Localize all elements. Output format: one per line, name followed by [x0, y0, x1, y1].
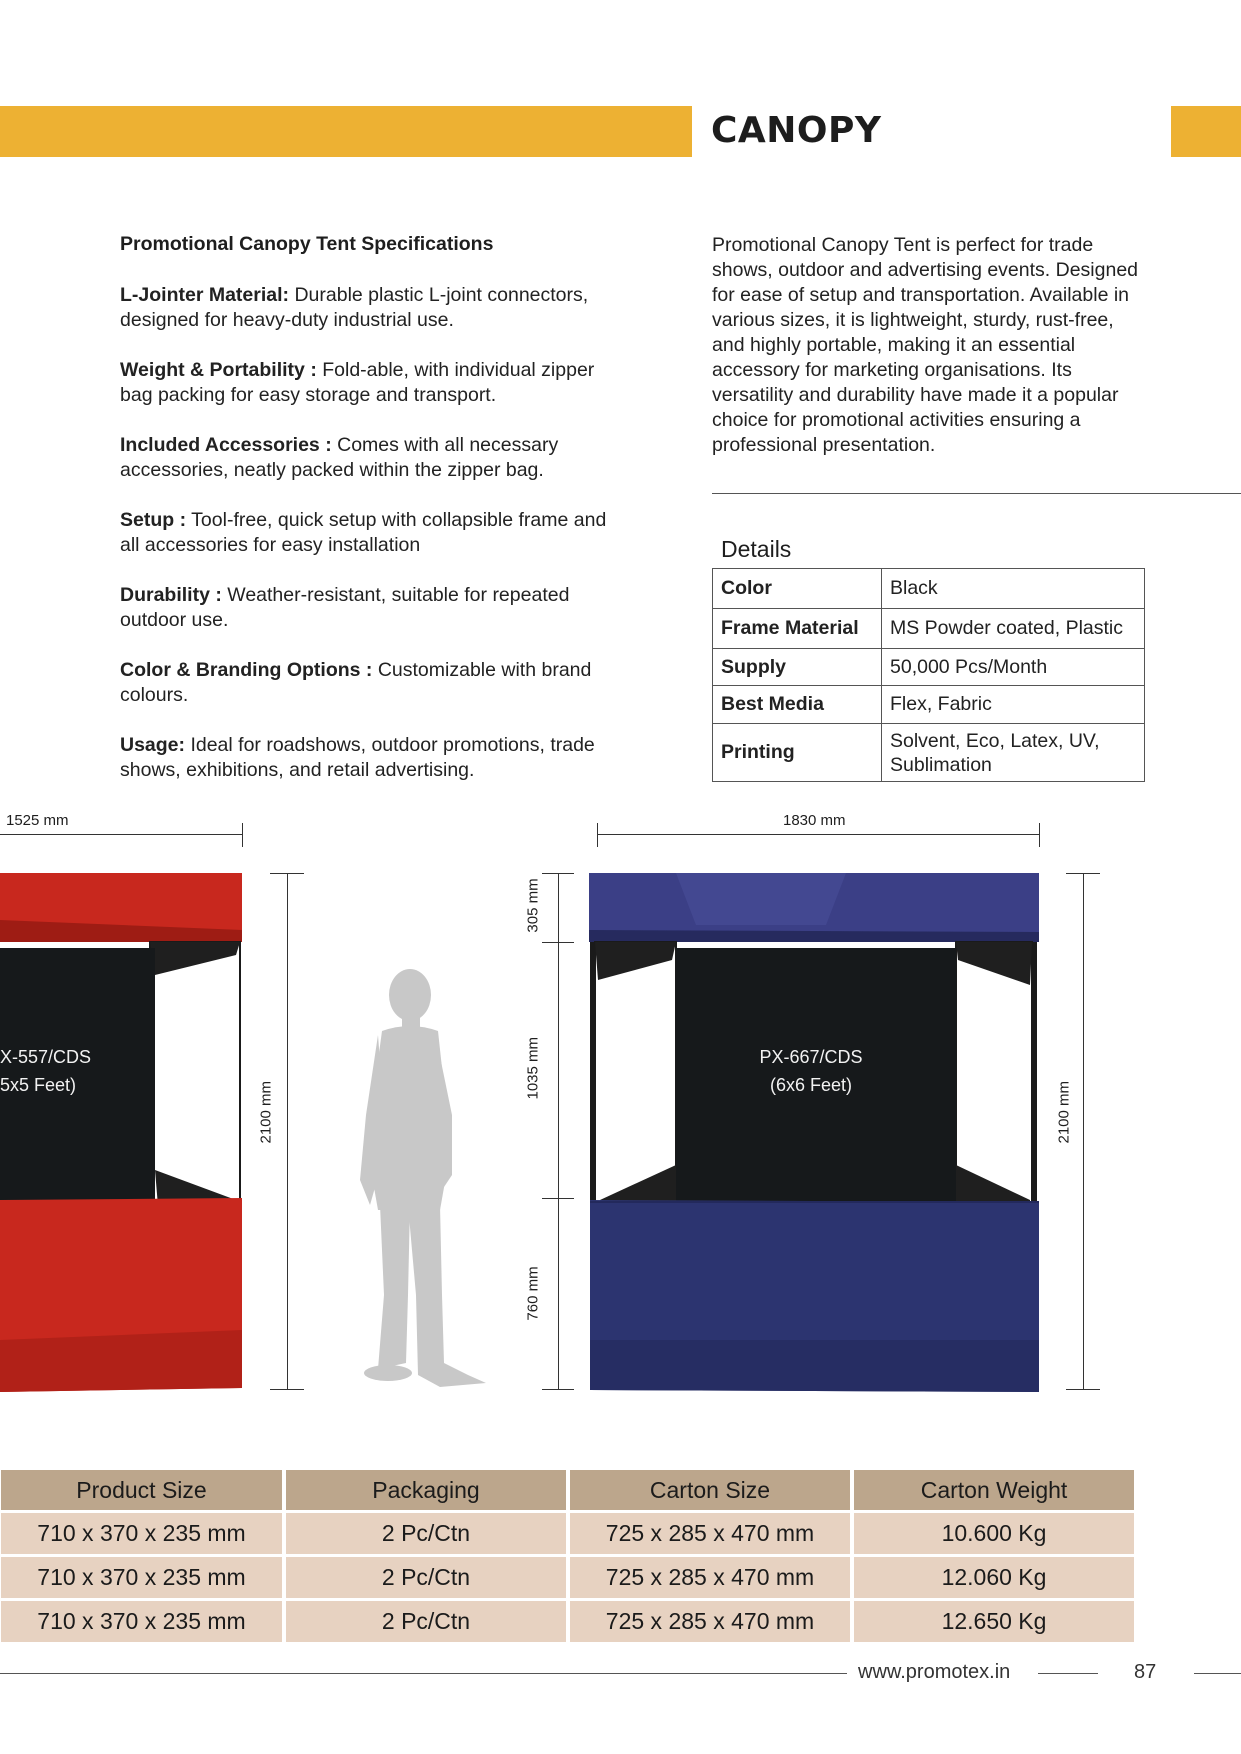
page-number: 87: [1134, 1661, 1157, 1683]
right-tent-model: PX-667/CDS: [759, 1047, 863, 1067]
right-tent-canopy-highlight: [676, 873, 846, 925]
spec-label: Color & Branding Options :: [120, 659, 373, 681]
right-height-tick-bottom: [1066, 1389, 1100, 1390]
details-key: Best Media: [713, 686, 882, 724]
specs-heading: Promotional Canopy Tent Specifications: [120, 233, 494, 255]
footer-website[interactable]: www.promotex.in: [858, 1661, 1011, 1683]
table-cell: 12.060 Kg: [854, 1557, 1134, 1598]
spec-text: Ideal for roadshows, outdoor promotions, trade shows, exhibitions, and retail advertising.: [120, 734, 595, 781]
header-bar-right: [1171, 106, 1241, 157]
details-value: Solvent, Eco, Latex, UV, Sublimation: [882, 724, 1145, 782]
spec-text: Fold-able, with individual zipper bag packing for easy storage and transport.: [120, 359, 595, 406]
table-cell: 725 x 285 x 470 mm: [570, 1513, 850, 1554]
details-key: Printing: [713, 724, 882, 782]
right-tent-label: [736, 1043, 886, 1099]
table-row: [713, 686, 1145, 724]
left-tent-size: 5x5 Feet): [0, 1075, 77, 1095]
details-value: Flex, Fabric: [882, 686, 1145, 724]
left-height-tick-top: [270, 873, 304, 874]
table-row: [713, 609, 1145, 649]
spec-l-jointer: [120, 283, 630, 333]
details-key: Supply: [713, 649, 882, 686]
left-tent-image: [0, 870, 245, 1395]
left-tent-label: [0, 1043, 100, 1099]
left-tent-model: X-557/CDS: [0, 1047, 92, 1067]
left-width-label: 1525 mm: [6, 812, 69, 829]
spec-usage: [120, 733, 630, 783]
left-width-line: [0, 834, 242, 835]
intro-paragraph: Promotional Canopy Tent is perfect for trade shows, outdoor and advertising events. Designed for ease of setup and transportation. Available in various sizes, it is lightweight, sturdy, rust-free, and highly portable, making it an essential accessory for marketing organisations. Its versatility and durability have made it a popular choice for promotional activities ensuring a professional presentation.: [712, 234, 1139, 456]
right-width-label: 1830 mm: [783, 812, 846, 829]
right-tent-base-shade: [590, 1340, 1039, 1392]
details-key: Color: [713, 569, 882, 609]
table-cell: 725 x 285 x 470 mm: [570, 1601, 850, 1642]
human-foot-left: [364, 1365, 412, 1381]
spec-weight-portability: [120, 358, 630, 408]
left-tent-base-shade: [0, 1330, 242, 1392]
header-carton-weight: Carton Weight: [854, 1470, 1134, 1510]
page-title: CANOPY: [711, 110, 882, 151]
spec-text: Comes with all necessary accessories, neatly packed within the zipper bag.: [120, 434, 559, 481]
spec-label: Weight & Portability :: [120, 359, 317, 381]
spec-setup: [120, 508, 630, 558]
table-cell: 2 Pc/Ctn: [286, 1513, 566, 1554]
table-cell: 2 Pc/Ctn: [286, 1557, 566, 1598]
spec-label: L-Jointer Material:: [120, 284, 290, 306]
spec-label: Usage:: [120, 734, 186, 756]
section-line: [558, 873, 559, 1389]
details-table: [712, 568, 1145, 782]
table-cell: 710 x 370 x 235 mm: [1, 1601, 282, 1642]
spec-label: Setup :: [120, 509, 187, 531]
packing-table: [0, 1467, 1138, 1645]
table-cell: 12.650 Kg: [854, 1601, 1134, 1642]
header-carton-size: Carton Size: [570, 1470, 850, 1510]
table-row: [1, 1601, 1134, 1642]
header-product-size: Product Size: [1, 1470, 282, 1510]
section-tick-3: [542, 1198, 574, 1199]
header-packaging: Packaging: [286, 1470, 566, 1510]
bottom-section-label: 760 mm: [524, 1266, 542, 1321]
table-cell: 710 x 370 x 235 mm: [1, 1513, 282, 1554]
right-height-tick-top: [1066, 873, 1100, 874]
details-value: Black: [882, 569, 1145, 609]
table-cell: 2 Pc/Ctn: [286, 1601, 566, 1642]
left-width-tick: [242, 823, 243, 847]
left-height-line: [287, 873, 288, 1389]
right-tent-size: (6x6 Feet): [769, 1075, 853, 1095]
spec-branding: [120, 658, 630, 708]
details-key: Frame Material: [713, 609, 882, 649]
section-tick-4: [542, 1389, 574, 1390]
right-width-tick-right: [1039, 823, 1040, 847]
right-width-tick-left: [597, 823, 598, 847]
details-value: MS Powder coated, Plastic: [882, 609, 1145, 649]
left-height-tick-bottom: [270, 1389, 304, 1390]
human-leg-right: [408, 1205, 486, 1387]
spec-text: Weather-resistant, suitable for repeated outdoor use.: [120, 584, 570, 631]
section-tick-1: [542, 873, 574, 874]
divider: [712, 493, 1241, 494]
details-title: Details: [721, 536, 792, 562]
table-row: [713, 724, 1145, 782]
footer-rule-right: [1194, 1673, 1241, 1674]
human-silhouette: [348, 965, 493, 1395]
spec-accessories: [120, 433, 630, 483]
header-bar-left: [0, 106, 692, 157]
right-height-line: [1083, 873, 1084, 1389]
right-tent-canopy-shade: [589, 930, 1039, 942]
table-cell: 710 x 370 x 235 mm: [1, 1557, 282, 1598]
right-width-line: [597, 834, 1039, 835]
top-section-label: 305 mm: [524, 878, 542, 933]
middle-section-label: 1035 mm: [524, 1036, 542, 1100]
right-tent-image: [586, 870, 1042, 1400]
spec-label: Durability :: [120, 584, 222, 606]
table-row: [1, 1513, 1134, 1554]
spec-text: Tool-free, quick setup with collapsible frame and all accessories for easy installation: [120, 509, 607, 556]
footer-rule-left: [0, 1673, 847, 1674]
left-height-label: 2100 mm: [257, 1080, 275, 1144]
details-value: 50,000 Pcs/Month: [882, 649, 1145, 686]
human-leg-left: [378, 1205, 410, 1369]
section-tick-2: [542, 942, 574, 943]
table-header-row: [1, 1470, 1134, 1510]
spec-text: Customizable with brand colours.: [120, 659, 592, 706]
footer-rule-middle: [1038, 1673, 1098, 1674]
table-row: [713, 649, 1145, 686]
table-cell: 725 x 285 x 470 mm: [570, 1557, 850, 1598]
spec-durability: [120, 583, 630, 633]
table-row: [713, 569, 1145, 609]
spec-text: Durable plastic L-joint connectors, designed for heavy-duty industrial use.: [120, 284, 589, 331]
spec-label: Included Accessories :: [120, 434, 332, 456]
table-cell: 10.600 Kg: [854, 1513, 1134, 1554]
right-height-label: 2100 mm: [1055, 1080, 1073, 1144]
table-row: [1, 1557, 1134, 1598]
